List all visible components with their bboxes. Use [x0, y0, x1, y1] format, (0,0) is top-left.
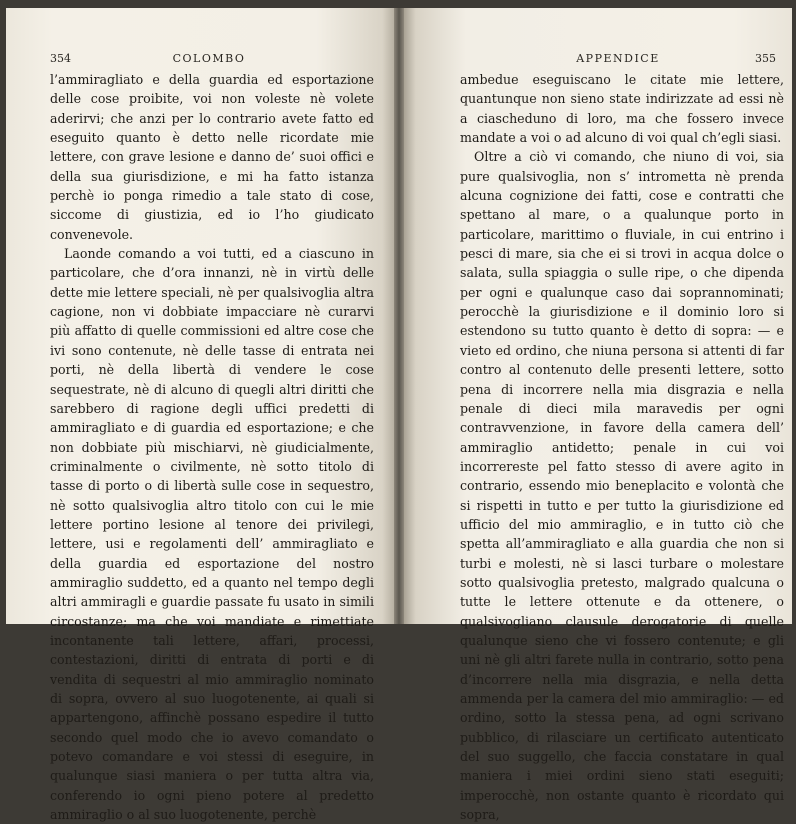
right-page: [404, 8, 792, 823]
left-running-title: COLOMBO: [172, 52, 246, 65]
right-page-number: 355: [755, 52, 776, 65]
left-page: [6, 8, 394, 823]
left-paragraph-2: Laonde comando a voi tutti, ed a ciascuno in particolare, che d’ora innanzi, nè in virtù delle dette mie lettere speciali, nè per qualsivoglia altra cagione, non vi dobbiate impacciare nè curarvi più affatto di quelle commissioni ed altre cose che ivi sono contenute, nè delle tasse di entrata nei porti, nè della libertà di vendere le cose sequestrate, nè di alcuno di quegli altri diritti che sarebbero di ragione degli uffici predetti di ammiragliato e di guardia ed esportazione; e che non dobbiate più mischiarvi, nè giudicialmente, criminalmente o civilmente, nè sotto titolo di tasse di porto o di libertà sulle cose in sequestro, nè sotto qualsivoglia altro titolo con cui le mie lettere portino lesione al tenore dei privilegi, lettere, usi e regolamenti dell’ ammiragliato e della guardia ed esportazione del nostro ammiraglio suddetto, ed a quanto nel tempo degli altri ammiragli e guardie passate fu usato in simili circostanze; ma che voi mandiate e rimettiate incontanente tali lettere, affari, processi, contestazioni, diritti di entrata di porti e di vendita di sequestri al mio ammiraglio nominato di sopra, ovvero al suo luogotenente, ai quali si appartengono, affinchè possano espedire il tutto secondo quel modo che io avevo comandato o potevo comandare e voi stessi di eseguire, in qualunque siasi maniera o per tutta altra via, conferendo io ogni pieno potere al predetto ammiraglio o al suo luogotenente, perchè: [50, 246, 374, 823]
left-page-header: [50, 52, 368, 68]
right-page-body: [460, 70, 784, 824]
book-gutter: [394, 8, 404, 624]
right-page-header: [460, 52, 776, 68]
right-paragraph-1: ambedue eseguiscano le citate mie lettere, quantunque non sieno state indirizzate ad essi nè a ciascheduno di loro, ma che fossero invece mandate a voi o ad alcuno di voi qual ch’egli siasi.: [460, 72, 784, 146]
left-paragraph-1: l’ammiragliato e della guardia ed esportazione delle cose proibite, voi non voleste nè volete aderirvi; che anzi per lo contrario avete fatto ed eseguito quanto è detto nelle ricordate mie lettere, con grave lesione e danno de’ suoi offici e della sua giurisdizione, e mi ha fatto istanza perchè io ponga rimedio a tale stato di cose, siccome di giustizia, ed io l’ho giudicato convenevole.: [50, 72, 374, 242]
right-paragraph-2: Oltre a ciò vi comando, che niuno di voi, sia pure qualsivoglia, non s’ intrometta nè prenda alcuna cognizione dei fatti, cose e contratti che spettano al mare, o a qualunque porto in particolare, marittimo o fluviale, in cui entrino i pesci di mare, sia che ei si trovi in acqua dolce o salata, sulla spiaggia o sulle ripe, o che dipenda per ogni e qualunque caso dai soprannominati; perocchè la giurisdizione e il dominio loro si estendono su tutto quanto è detto di sopra: — e vieto ed ordino, che niuna persona si attenti di far contro al contenuto delle presenti lettere, sotto pena di incorrere nella mia disgrazia e nella penale di dieci mila maravedis per ogni contravvenzione, in favore della camera dell’ ammiraglio antidetto; penale in cui voi incorrereste pel fatto stesso di avere agito in contrario, essendo mio beneplacito e volontà che si rispetti in tutto e per tutto la giurisdizione ed ufficio del mio ammiraglio, e in tutto ciò che spetta all’ammiragliato e alla guardia che non si turbi e molesti, nè si lasci turbare o molestare sotto qualsivoglia pretesto, malgrado qualcuna o tutte le lettere ottenute e da ottenere, o qualsivogliano clausule derogatorie di quelle qualunque sieno che vi fossero contenute; e gli uni nè gli altri farete nulla in contrario, sotto pena d’incorrere nella mia disgrazia, e nella detta ammenda per la camera del mio ammiraglio: — ed ordino, sotto la stessa pena, ad ogni scrivano pubblico, di rilasciare un certificato autenticato del suo suggello, che faccia constatare in qual maniera i miei ordini sieno stati eseguiti; imperocchè, non ostante quanto è ricordato qui sopra,: [460, 149, 784, 823]
right-running-title: APPENDICE: [576, 52, 660, 65]
left-page-number: 354: [50, 52, 71, 65]
left-page-body: [50, 70, 374, 824]
